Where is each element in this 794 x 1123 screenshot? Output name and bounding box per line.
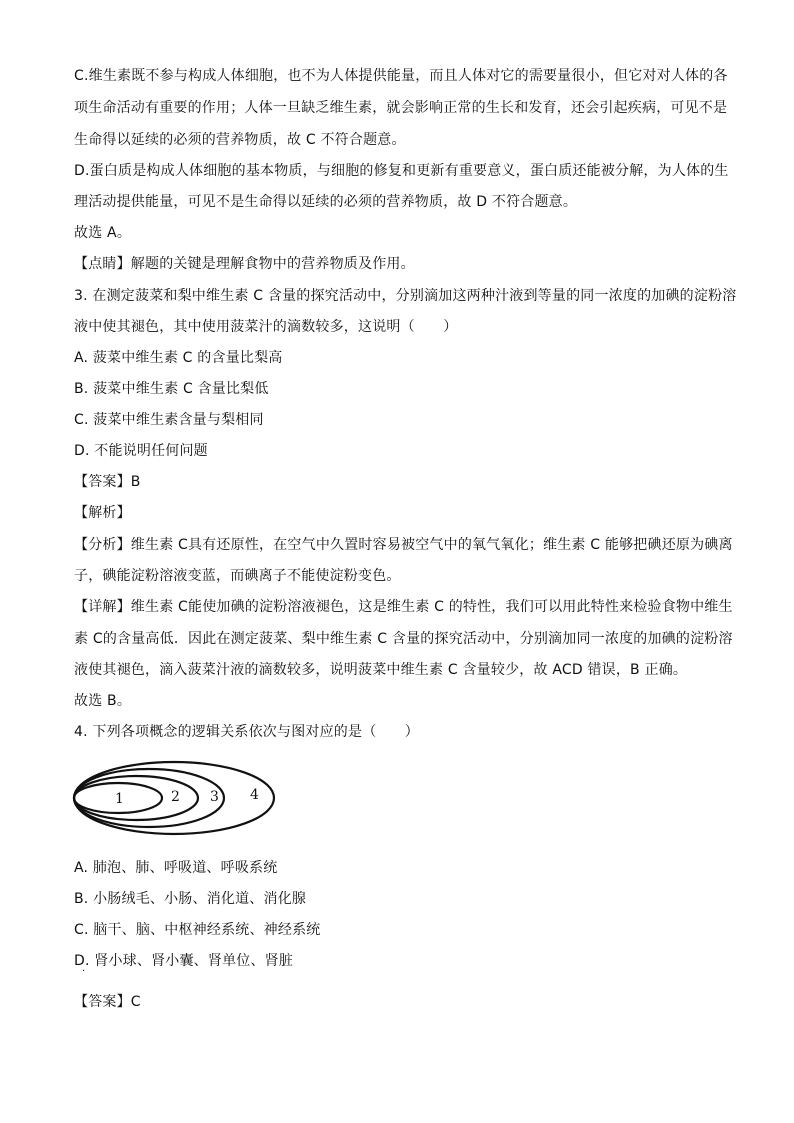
text-line: 故选 A。	[74, 225, 132, 241]
analysis-label: 【解析】	[74, 505, 131, 521]
text-line: C.维生素既不参与构成人体细胞，也不为人体提供能量，而且人体对它的需要量很小，但它对对人体的各	[74, 68, 728, 84]
text-line: 故选 B。	[74, 693, 132, 709]
option-b: B. 菠菜中维生素 C 含量比梨低	[74, 381, 269, 397]
option-a: A. 菠菜中维生素 C 的含量比梨高	[74, 350, 283, 366]
option-c: C. 脑干、脑、中枢神经系统、神经系统	[74, 922, 321, 938]
diagram-label-1: 1	[115, 791, 124, 807]
text-line: 生命得以延续的必须的营养物质，故 C 不符合题意。	[74, 132, 406, 148]
text-line: 项生命活动有重要的作用；人体一旦缺乏维生素，就会影响正常的生长和发育，还会引起疾病，可见不是	[74, 100, 728, 116]
option-d: D. 不能说明任何问题	[74, 443, 208, 459]
question-3-stem: 液中使其褪色，其中使用菠菜汁的滴数较多，这说明（ ）	[74, 319, 458, 335]
text-line: 【详解】维生素 C能使加碘的淀粉溶液褪色，这是维生素 C 的特性，我们可以用此特性来检验食物中维生	[74, 599, 733, 615]
text-line: D.蛋白质是构成人体细胞的基本物质，与细胞的修复和更新有重要意义，蛋白质还能被分解，为人体的生	[74, 163, 729, 179]
answer-label: 【答案】B	[74, 474, 141, 490]
text-line: 子，碘能淀粉溶液变蓝，而碘离子不能使淀粉变色。	[74, 568, 401, 584]
option-b: B. 小肠绒毛、小肠、消化道、消化腺	[74, 891, 307, 907]
option-a: A. 肺泡、肺、呼吸道、呼吸系统	[74, 860, 278, 876]
nested-ellipse-diagram	[70, 758, 280, 838]
ellipse-3	[74, 769, 224, 827]
text-line: 理活动提供能量，可见不是生命得以延续的必须的营养物质，故 D 不符合题意。	[74, 194, 578, 210]
question-4-stem: 4. 下列各项概念的逻辑关系依次与图对应的是（ ）	[74, 724, 420, 740]
stray-mark: ·	[82, 966, 86, 977]
diagram-label-2: 2	[171, 789, 180, 805]
diagram-label-3: 3	[210, 789, 219, 805]
question-3-stem: 3. 在测定菠菜和梨中维生素 C 含量的探究活动中，分别滴加这两种汁液到等量的同一浓度的加碘的淀粉溶	[74, 288, 737, 304]
option-d: D. 肾小球、肾小囊、肾单位、肾脏	[74, 953, 294, 969]
text-line: 素 C的含量高低．因此在测定菠菜、梨中维生素 C 含量的探究活动中，分别滴加同一浓度的加碘的淀粉溶	[74, 631, 733, 647]
text-line: 液使其褪色，滴入菠菜汁液的滴数较多，说明菠菜中维生素 C 含量较少，故 ACD 错误，B 正确。	[74, 662, 688, 678]
answer-label: 【答案】C	[74, 994, 141, 1010]
diagram-label-4: 4	[250, 787, 259, 803]
text-line: 【点睛】解题的关键是理解食物中的营养物质及作用。	[74, 256, 415, 272]
option-c: C. 菠菜中维生素含量与梨相同	[74, 412, 264, 428]
text-line: 【分析】维生素 C具有还原性，在空气中久置时容易被空气中的氧气氧化；维生素 C 能够把碘还原为碘离	[74, 537, 733, 553]
